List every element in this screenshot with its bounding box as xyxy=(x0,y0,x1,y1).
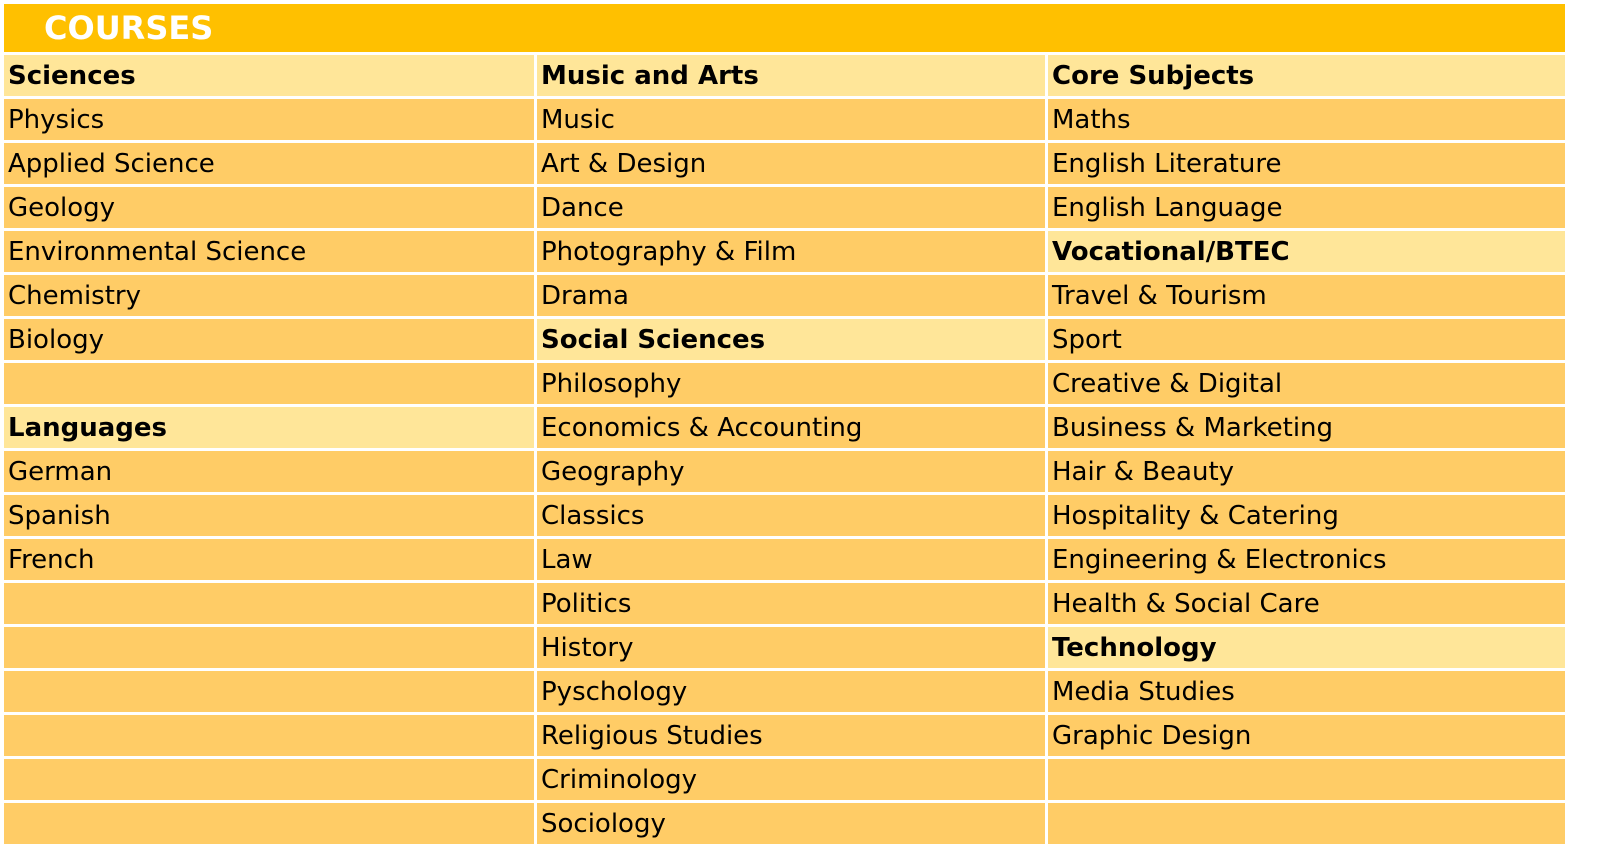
course-cell: Religious Studies xyxy=(537,715,1045,756)
category-header-cell: Technology xyxy=(1048,627,1565,668)
empty-cell xyxy=(1048,803,1565,844)
empty-cell xyxy=(4,715,534,756)
empty-cell xyxy=(4,803,534,844)
course-cell: Biology xyxy=(4,319,534,360)
empty-cell xyxy=(4,759,534,800)
course-cell: Art & Design xyxy=(537,143,1045,184)
course-cell: German xyxy=(4,451,534,492)
empty-cell xyxy=(1048,759,1565,800)
course-cell: Physics xyxy=(4,99,534,140)
course-cell: Environmental Science xyxy=(4,231,534,272)
course-cell: Law xyxy=(537,539,1045,580)
course-cell: Classics xyxy=(537,495,1045,536)
course-cell: Sport xyxy=(1048,319,1565,360)
course-cell: Graphic Design xyxy=(1048,715,1565,756)
category-header-cell: Social Sciences xyxy=(537,319,1045,360)
empty-cell xyxy=(4,671,534,712)
course-cell: Chemistry xyxy=(4,275,534,316)
course-cell: Hair & Beauty xyxy=(1048,451,1565,492)
course-cell: Engineering & Electronics xyxy=(1048,539,1565,580)
course-cell: Creative & Digital xyxy=(1048,363,1565,404)
course-cell: Spanish xyxy=(4,495,534,536)
course-cell: English Language xyxy=(1048,187,1565,228)
courses-table xyxy=(4,55,1565,844)
empty-cell xyxy=(4,627,534,668)
course-cell: Drama xyxy=(537,275,1045,316)
course-cell: Health & Social Care xyxy=(1048,583,1565,624)
course-cell: Economics & Accounting xyxy=(537,407,1045,448)
course-cell: Sociology xyxy=(537,803,1045,844)
course-cell: Geology xyxy=(4,187,534,228)
course-cell: Music xyxy=(537,99,1045,140)
course-cell: English Literature xyxy=(1048,143,1565,184)
page-title: COURSES xyxy=(44,9,214,47)
course-cell: Politics xyxy=(537,583,1045,624)
category-header-cell: Sciences xyxy=(4,55,534,96)
course-cell: Media Studies xyxy=(1048,671,1565,712)
course-cell: Dance xyxy=(537,187,1045,228)
course-cell: Pyschology xyxy=(537,671,1045,712)
category-header-cell: Core Subjects xyxy=(1048,55,1565,96)
empty-cell xyxy=(4,363,534,404)
category-header-cell: Languages xyxy=(4,407,534,448)
course-cell: Geography xyxy=(537,451,1045,492)
course-cell: Hospitality & Catering xyxy=(1048,495,1565,536)
course-cell: Criminology xyxy=(537,759,1045,800)
empty-cell xyxy=(4,583,534,624)
category-header-cell: Vocational/BTEC xyxy=(1048,231,1565,272)
category-header-cell: Music and Arts xyxy=(537,55,1045,96)
course-cell: Maths xyxy=(1048,99,1565,140)
course-cell: Travel & Tourism xyxy=(1048,275,1565,316)
course-cell: Applied Science xyxy=(4,143,534,184)
course-cell: Photography & Film xyxy=(537,231,1045,272)
course-cell: Philosophy xyxy=(537,363,1045,404)
course-cell: Business & Marketing xyxy=(1048,407,1565,448)
course-cell: History xyxy=(537,627,1045,668)
title-bar xyxy=(4,4,1565,52)
course-cell: French xyxy=(4,539,534,580)
